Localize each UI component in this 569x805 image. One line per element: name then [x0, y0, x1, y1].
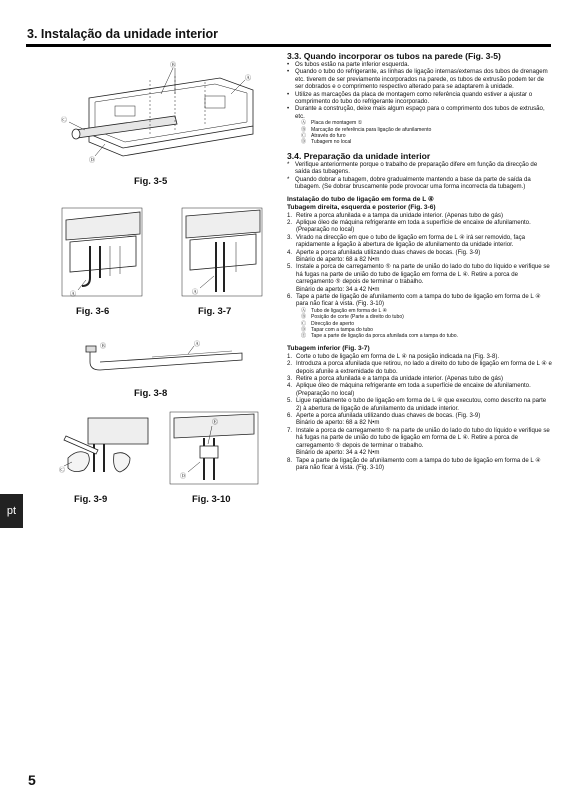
step: 5. Ligue rapidamente o tubo de ligação em forma de L ④ que executou, como descrito na parte 2) à abertura de ligação de afunilamento da unidade interior.	[287, 397, 547, 412]
callout-a: Ⓐ	[70, 292, 77, 298]
callout-d: Ⓓ	[180, 474, 187, 480]
step: 1. Retire a porca afunilada e a tampa da unidade interior. (Apenas tubo de gás)	[287, 211, 503, 219]
step: 2. Aplique óleo de máquina refrigerante em toda a superfície de encaixe de afunilamento. (Preparação no local)	[287, 218, 531, 234]
callout-a: Ⓐ	[192, 290, 199, 296]
legend-item: Ⓒ Direcção de aperto	[301, 320, 355, 327]
step: 4. Aperte a porca afunilada utilizando duas chaves de bocas. (Fig. 3-9)	[287, 248, 481, 256]
legend-item: Ⓑ Posição de corte (Parte a direito do tubo)	[301, 314, 404, 321]
step: Binário de aperto: 34 a 42 N•m	[296, 449, 380, 457]
step: 5. Instale a porca de carregamento ⑤ na parte de união do lado do tubo do líquido e verifique se há fugas na parte de união do tubo de ligação em forma de L ④. Retire a porca de carregamento ⑤ depois de terminar o trabalho.	[287, 263, 550, 286]
step: Binário de aperto: 34 a 42 N•m	[296, 285, 380, 293]
legend-item: Ⓔ Tape a parte de ligação da porca afunilada com a tampa do tubo.	[301, 333, 458, 340]
step: 3. Virado na direcção em que o tubo de ligação em forma de L ④ irá ser removido, faça rapidamente a ligação à abertura de ligação de afunilamento da unidade interior.	[287, 233, 526, 249]
note: * Quando dobrar a tubagem, dobre gradualmente mantendo a base da parte de saída da tubagem. (Se dobrar bruscamente pode provocar uma forma incorrecta da tubagem.)	[287, 176, 553, 191]
bullet: • Os tubos estão na parte inferior esquerda.	[287, 61, 553, 68]
step: 2. Introduza a porca afunilada que retirou, no lado a direito do tubo de ligação em forma de L ④ e depois afunile a extremidade do tubo.	[287, 360, 552, 375]
legend-item: Ⓒ Através do furo	[301, 133, 346, 140]
section-3-4-heading: 3.4. Preparação da unidade interior	[287, 150, 431, 161]
fig-3-9-label: Fig. 3-9	[74, 494, 108, 505]
legend-item: Ⓐ Tubo de ligação em forma de L ④	[301, 307, 388, 314]
figure-3-10	[168, 410, 260, 488]
step: 6. Aperte a porca afunilada utilizando duas chaves de bocas. (Fig. 3-9)	[287, 412, 481, 420]
figure-3-5	[55, 60, 270, 170]
figure-3-7	[180, 206, 265, 301]
legend-item: Ⓑ Marcação de referência para ligação de afunilamento	[301, 126, 432, 133]
callout-e: Ⓔ	[212, 420, 219, 426]
section-3-4-notes	[287, 161, 553, 191]
fig-3-7-label: Fig. 3-7	[198, 306, 232, 317]
note: * Verifique anteriormente porque o trabalho de preparação difere em função da direcção de saída das tubagens.	[287, 161, 553, 176]
step: 7. Instale a porca de carregamento ⑤ na parte de união do lado do tubo do líquido e verifique se há fugas na parte de união do tubo de ligação em forma de L ④. Retire a porca de carregamento ⑤ depois de terminar o trabalho.	[287, 426, 550, 449]
bullet: • Utilize as marcações da placa de montagem como referência quando estiver a ajustar o comprimento do tubo do refrigerante incorporado.	[287, 91, 553, 106]
figure-3-6	[60, 206, 145, 301]
bullet: • Quando o tubo do refrigerante, as linhas de ligação internas/externas dos tubos de drenagem etc. tiverem de ser previamente incorporados na parede, os tubos de extrusão podem ter de ser dobrados e o comprimento respectivo alterado para se adaptarem à unidade.	[287, 68, 553, 90]
step: 3. Retire a porca afunilada e a tampa da unidade interior. (Apenas tubo de gás)	[287, 375, 503, 383]
callout-c: Ⓒ	[61, 118, 68, 124]
title-rule	[26, 44, 551, 47]
figure-3-9	[58, 414, 150, 484]
section-3-3-heading: 3.3. Quando incorporar os tubos na parede (Fig. 3-5)	[287, 51, 501, 61]
language-tab: pt	[0, 494, 23, 528]
lower-piping-heading: Tubagem inferior (Fig. 3-7)	[287, 344, 370, 352]
right-left-rear-heading: Tubagem direita, esquerda e posterior (Fig. 3-6)	[287, 203, 436, 211]
legend-item: Ⓓ Tubagem no local	[301, 139, 352, 146]
fig-3-10-label: Fig. 3-10	[192, 494, 231, 505]
step: Binário de aperto: 68 a 82 N•m	[296, 255, 380, 263]
fig-3-6-label: Fig. 3-6	[76, 306, 110, 317]
fig-3-8-label: Fig. 3-8	[134, 388, 168, 399]
step: 1. Corte o tubo de ligação em forma de L ④ na posição indicada na (Fig. 3-8).	[287, 352, 500, 360]
steps-right-left-rear	[287, 212, 553, 308]
callout-b: Ⓑ	[170, 63, 177, 69]
callout-b: Ⓑ	[100, 344, 107, 350]
fig-3-5-legend	[287, 120, 553, 146]
callout-a: Ⓐ	[194, 342, 201, 348]
step: 8. Tape a parte de ligação de afunilamento com a tampa do tubo de ligação em forma de L ④ para não ficar à vista. (Fig. 3-10)	[287, 456, 541, 471]
callout-c: Ⓒ	[59, 468, 66, 474]
install-heading: Instalação do tubo de ligação em forma de L ④	[287, 195, 434, 203]
legend-item: Ⓓ Tapar com a tampa do tubo	[301, 327, 374, 333]
legend-item: Ⓐ Placa de montagem ①	[301, 120, 363, 127]
step: Binário de aperto: 68 a 82 N•m	[296, 419, 380, 427]
fig-3-8-3-10-legend	[287, 308, 553, 340]
bullet: • Durante a construção, deixe mais algum espaço para o comprimento dos tubos de extrusão, etc.	[287, 105, 553, 120]
section-3-3-bullets	[287, 61, 553, 120]
page-number: 5	[28, 772, 36, 788]
right-column	[287, 51, 553, 471]
figure-3-8	[82, 340, 252, 378]
page-title: 3. Instalação da unidade interior	[27, 27, 219, 41]
fig-3-5-label: Fig. 3-5	[134, 176, 168, 187]
steps-lower-piping	[287, 353, 553, 472]
callout-a: Ⓐ	[245, 76, 252, 82]
callout-d: Ⓓ	[89, 158, 96, 164]
step: 6. Tape a parte de ligação de afunilamento com a tampa do tubo de ligação em forma de L ④ para não ficar à vista. (Fig. 3-10)	[287, 292, 541, 308]
step: 4. Aplique óleo de máquina refrigerante em toda a superfície de encaixe de afunilamento. (Preparação no local)	[287, 382, 531, 397]
